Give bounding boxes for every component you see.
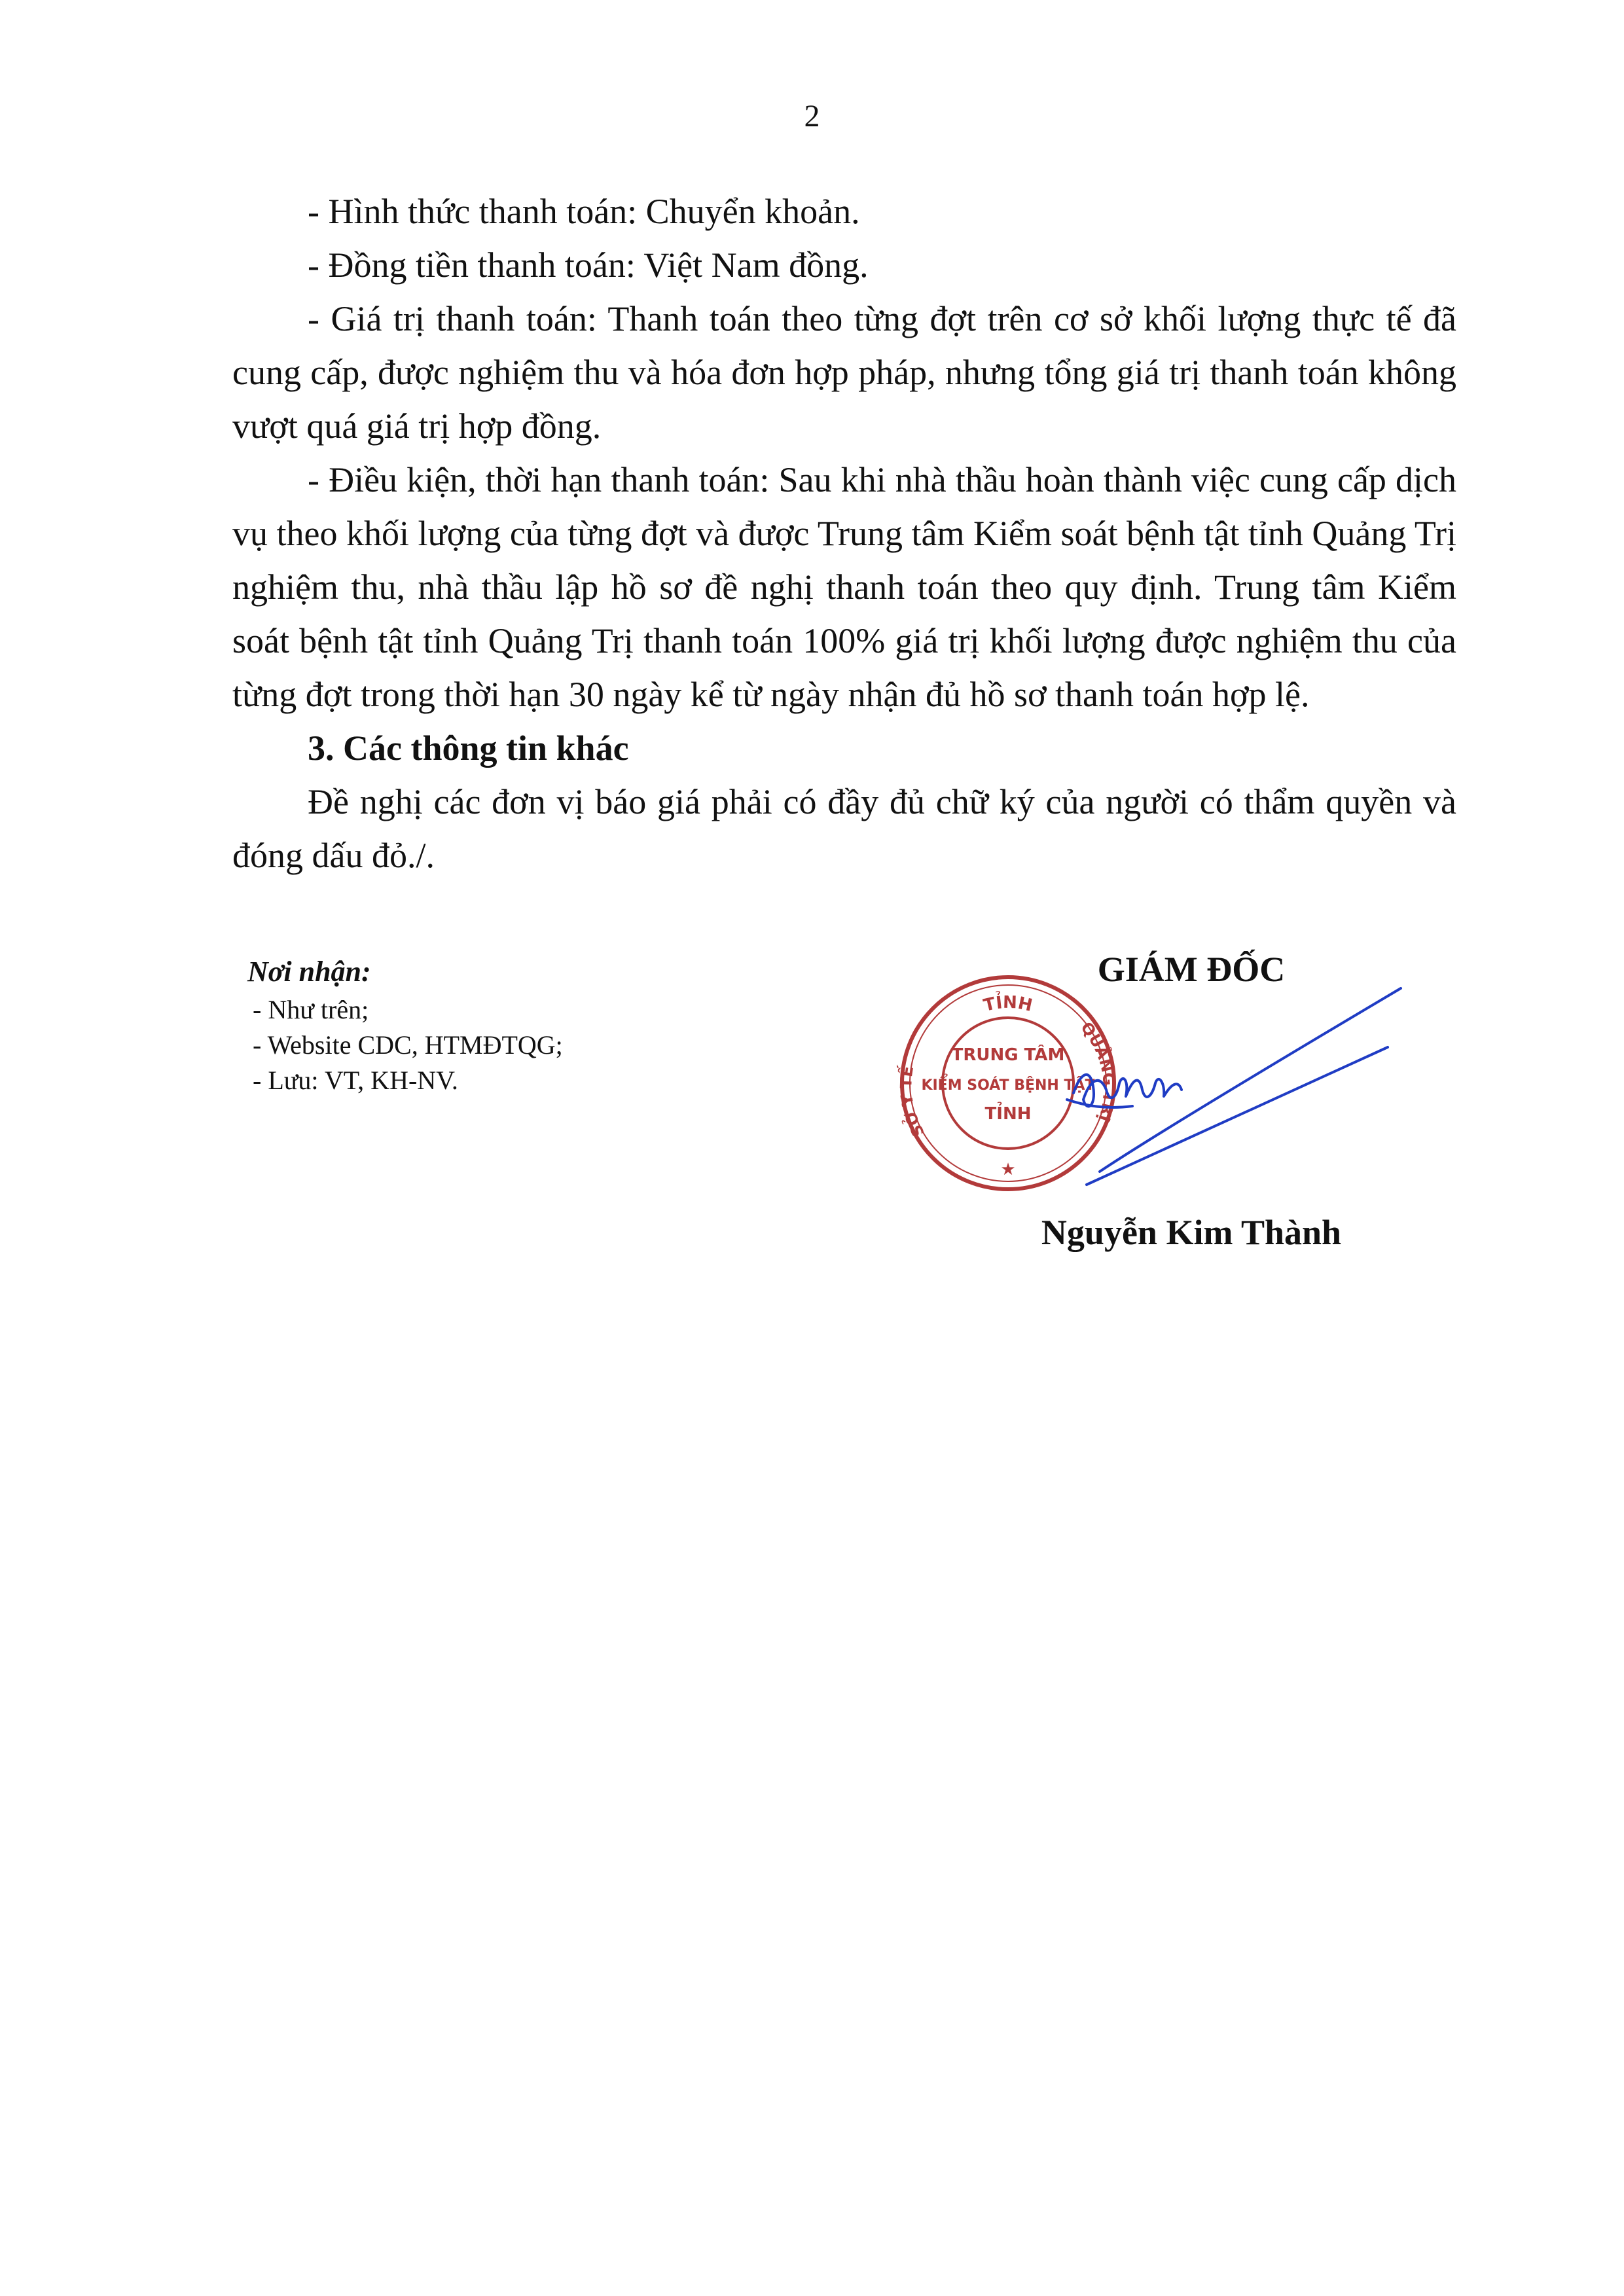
recipient-item: - Như trên;	[253, 995, 369, 1024]
page-number: 2	[804, 99, 820, 134]
signer-name: Nguyễn Kim Thành	[1041, 1213, 1342, 1252]
other-info-paragraph: Đề nghị các đơn vị báo giá phải có đầy đủ chữ ký của người có thẩm quyền và đóng dấu đỏ./.	[232, 782, 1456, 875]
section-heading-other-info: 3. Các thông tin khác	[308, 728, 629, 768]
seal-center-line-1: TRUNG TÂM	[951, 1045, 1065, 1065]
recipient-item: - Website CDC, HTMĐTQG;	[253, 1030, 563, 1060]
document-body	[232, 185, 1456, 882]
handwritten-signature	[1060, 975, 1414, 1198]
payment-method-line: - Hình thức thanh toán: Chuyển khoản.	[308, 192, 860, 231]
recipients-block	[247, 954, 837, 1098]
seal-ring-text-left: SỞ Y TẾ	[897, 1065, 929, 1140]
seal-ring-text-top: TỈNH	[981, 992, 1034, 1016]
recipients-title: Nơi nhận:	[247, 956, 371, 988]
recipient-item: - Lưu: VT, KH-NV.	[253, 1066, 458, 1095]
seal-star-icon: ★	[1000, 1160, 1016, 1179]
seal-center-line-3: TỈNH	[984, 1104, 1032, 1124]
signer-position-title: GIÁM ĐỐC	[1097, 950, 1286, 989]
seal-center-line-2: KIỂM SOÁT BỆNH TẬT	[921, 1077, 1095, 1094]
seal-ring-text-right: QUẢNG TRỊ	[1077, 1018, 1119, 1124]
recipients-list	[247, 992, 837, 1098]
payment-value-paragraph: - Giá trị thanh toán: Thanh toán theo từng đợt trên cơ sở khối lượng thực tế đã cung cấp, được nghiệm thu và hóa đơn hợp pháp, nhưng tổng giá trị thanh toán không vượt quá giá trị hợp đồng.	[232, 299, 1456, 446]
payment-currency-line: - Đồng tiền thanh toán: Việt Nam đồng.	[308, 245, 869, 285]
payment-terms-paragraph: - Điều kiện, thời hạn thanh toán: Sau khi nhà thầu hoàn thành việc cung cấp dịch vụ theo khối lượng của từng đợt và được Trung tâm Kiểm soát bệnh tật tỉnh Quảng Trị nghiệm thu, nhà thầu lập hồ sơ đề nghị thanh toán theo quy định. Trung tâm Kiểm soát bệnh tật tỉnh Quảng Trị thanh toán 100% giá trị khối lượng được nghiệm thu của từng đợt trong thời hạn 30 ngày kể từ ngày nhận đủ hồ sơ thanh toán hợp lệ.	[232, 460, 1456, 714]
